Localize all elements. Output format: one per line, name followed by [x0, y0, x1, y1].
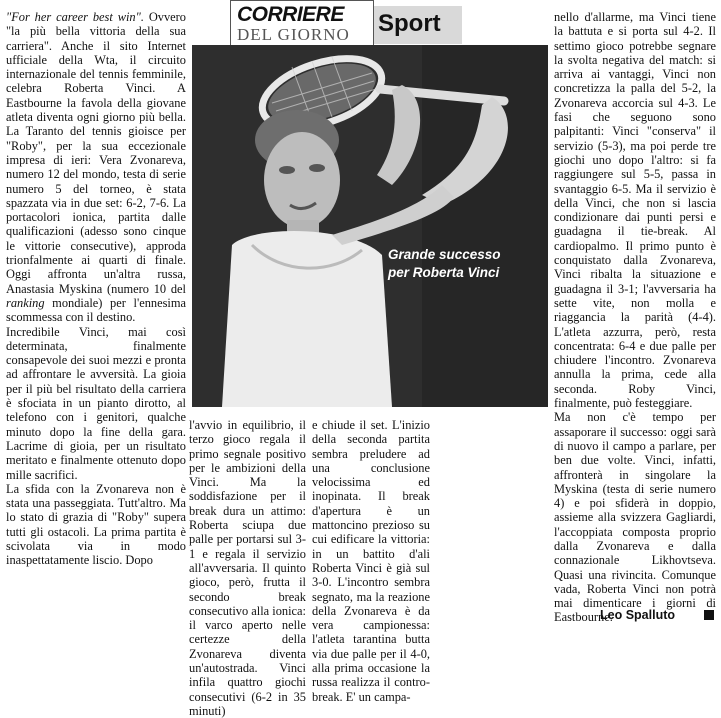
newspaper-header	[230, 0, 462, 46]
end-mark-icon	[704, 610, 714, 620]
player-illustration	[192, 45, 548, 407]
article-paragraph	[6, 10, 186, 325]
article-paragraph: nello d'allarme, ma Vinci tiene la battuta e si porta sul 4-2. Il settimo gioco potrebbe segnare la svolta negativa del match: si arriva ai vantaggi, Vinci non concretizza la palla del 5-2, la Zvonareva accorcia sul 4-3. Le fasi che seguono sono palpitanti: Vinci "conserva" il servizio (5-3), ma poi perde tre giochi uno dopo l'altro: si fa raggiungere sul 5-5, passa in svantaggio 6-5. Ma il servizio è della Vinci, che non si lascia condizionare dai punti persi e guadagna il tie-break. Al cardiopalmo. Il primo punto è conquistato dalla Zvonareva, Vinci ribalta la situazione e guadagna il 3-1; l'avversaria ha sette vite, non molla e riaggancia la parità (4-4). L'atleta azzurra, però, resta concentrata: 6-4 e due palle per chiudere l'incontro. Zvonareva annulla la prima, cede alla seconda. Roby Vinci, finalmente, può festeggiare.	[554, 10, 716, 411]
newspaper-logo	[230, 0, 374, 46]
article-column-3	[312, 418, 430, 704]
article-paragraph: Incredibile Vinci, mai così determinata, finalmente consapevole dei suoi mezzi e pronta ad affrontare le avversità. La gioia per il più bel risultato della carriera è sfociata in un pianto dirotto, al telefono con i genitori, qualche minuto dopo la fine della gara. Lacrime di gioia, per un risultato meritato e finalmente ottenuto dopo mille sacrifici.	[6, 324, 186, 482]
section-label: Sport	[378, 10, 441, 37]
section-label-box	[374, 6, 462, 44]
author-byline: Leo Spalluto	[600, 608, 675, 622]
italic-term: ranking	[6, 295, 45, 310]
article-paragraph: e chiude il set. L'inizio della seconda partita sembra preludere ad una conclusione velocissima ed inopinata. Il break d'apertura è un mattoncino prezioso su cui edificare la vittoria: in un battito d'ali Roberta Vinci è già sul 3-0. L'incontro sembra segnato, ma la reazione della Zvonareva è da vera campionessa: l'atleta tarantina butta via due palle per il 4-0, alla prima occasione la russa realizza il contro-break. E' un campa-	[312, 418, 430, 704]
article-paragraph: l'avvio in equilibrio, il terzo gioco regala il primo segnale positivo per le ambizioni della Vinci. Ma la soddisfazione per il break dura un attimo: Roberta sciupa due palle per portarsi sul 3-1 e regala il servizio all'avversaria. Il quinto gioco, però, frutta il secondo break consecutivo alla ionica: il varco aperto nelle certezze della Zvonareva diventa un'autostrada. Vinci infila quattro giochi consecutivi (6-2 in 35 minuti)	[189, 418, 306, 718]
caption-line: per Roberta Vinci	[388, 265, 500, 280]
logo-title: CORRIERE	[237, 3, 344, 26]
text-run: mondiale) per l'ennesima scommessa con il destino.	[6, 295, 186, 325]
text-run: Ovvero "la più bella vittoria della sua carriera". Anche il sito Internet ufficiale della Wta, il circuito internazionale del tennis femminile, celebra Roberta Vinci. A Eastbourne la favola della giovane atleta diventa ogni giorno più bella. La Taranto del tennis gioisce per "Roby", per la sua eccezionale impresa di ieri: Vera Zvonareva, numero 12 del mondo, testa di serie numero 5 del torneo, è stata spazzata via in due set: 6-2, 7-6. La portacolori ionica, partita dalle qualificazioni (adesso sono cinque le vittorie consecutive), approda trionfalmente ai quarti di finale. Oggi affronta un'altra russa, Anastasia Myskina (numero 10 del	[6, 10, 186, 296]
tennis-player-photo	[192, 45, 548, 407]
article-paragraph: Ma non c'è tempo per assaporare il successo: oggi sarà di nuovo il campo a parlare, per ben due volte. Vinci, infatti, affronterà in singolare la Myskina (testa di serie numero 4) e poi sfiderà in doppio, assieme alla svizzera Gagliardi, l'accoppiata composta proprio dalla Zvonareva e dalla connazionale Likhovtseva. Quasi una rivincita. Comunque vada, Roberta Vinci non potrà mai dimenticare i giorni di Eastbourne.	[554, 410, 716, 625]
article-column-2	[189, 418, 306, 718]
article-column-1	[6, 10, 186, 568]
article-column-5	[554, 10, 716, 625]
article-paragraph: La sfida con la Zvonareva non è stata una passeggiata. Tutt'altro. Ma lo stato di grazia di "Roby" supera tutti gli ostacoli. La prima partita è scivolata via in modo inaspettatamente liscio. Dopo	[6, 481, 186, 568]
photo-caption	[388, 246, 501, 282]
lead-quote: "For her career best win".	[6, 10, 144, 24]
logo-subtitle: DEL GIORNO	[237, 25, 350, 44]
caption-line: Grande successo	[388, 247, 501, 262]
